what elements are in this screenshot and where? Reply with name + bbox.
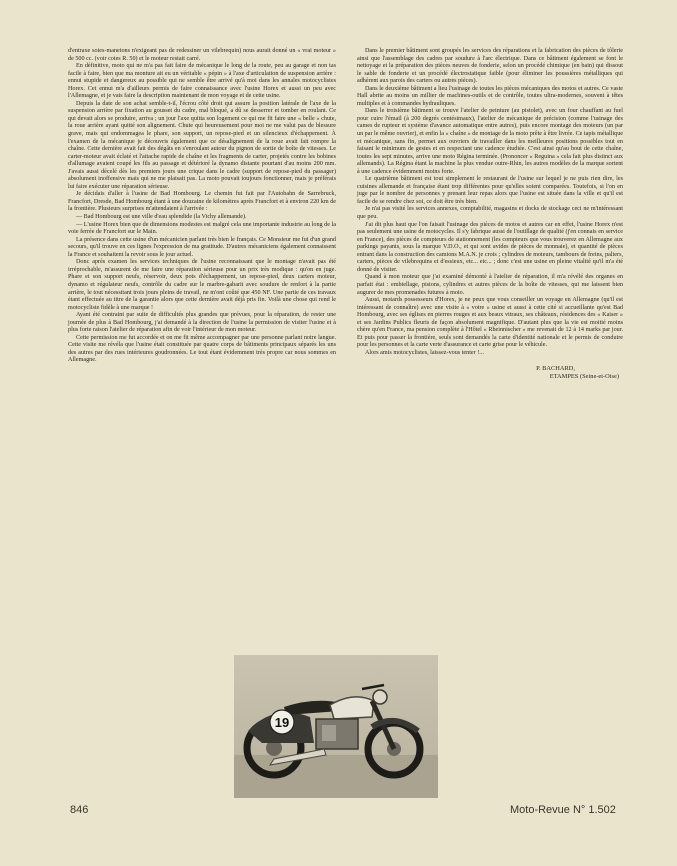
- author-place: ETAMPES (Seine-et-Oise): [549, 373, 619, 381]
- paragraph: Je décidais d'aller à l'usine de Bad Hombourg. Le chemin fut fait par l'Autobahn de Sarrebruck, Francfort, Dresde, Bad Hombourg étant à une douzaine de kilomètres après Francfort et à environ 220 km de la frontière. Plusieurs surprises m'attendaient à l'arrivée :: [68, 191, 336, 213]
- motorcycle-photo: [234, 655, 438, 798]
- motorcycle-illustration: [234, 655, 438, 798]
- paragraph: Donc après examen les services techniques de l'usine reconnaissant que le montage n'avait pas été irréprochable, m'assurent de me faire une réparation sérieuse pour un prix très modique : qu'on en juge. Phare et son support neufs, réservoir, deux pots d'échappement, un repose-pied, deux carters moteur, dynamo et régulateur neufs, contrôle du cadre sur le marbre-gabarit avec soudure de renfort à la partie arrière, le tout nécessitant trois jours pleins de travail, ne m'ont coûté que 450 NF. Une partie de ces travaux étant effectuée au titre de la garantie alors que cette dernière avait déjà pris fin. Voilà une chose qui rend le motocycliste fidèle à une marque !: [68, 259, 336, 311]
- paragraph: Le quatrième bâtiment est tout simplement le restaurant de l'usine sur lequel je ne puis rien dire, les cuisines allemande et française étant trop différentes pour qu'elles soient comparées. Toutefois, si l'on en juge par le nombre de personnes y prenant leur repas alors que l'usine est située dans la ville et qu'il est facile de se rendre chez soi, ce doit être très bien.: [357, 176, 623, 205]
- race-number: 19: [274, 715, 290, 730]
- paragraph: Aussi, motards possesseurs d'Horex, je ne peux que vous conseiller un voyage en Allemagne (qu'il est intéressant de connaître) avec une visite à « votre » usine et aussi à cette cité si accueillante qu'est Bad Hombourg, avec ses églises en pierres rouges et aux beaux vitraux, ses châteaux, résidences des « Kaiser » et ses Jardins Publics fleuris de façon absolument magnifique. D'autant plus que la vie est moitié moins chère qu'en France, ma pension complète à l'Hôtel « Rheinnischer » me revenait de 12 à 14 marks par jour. Et puis pour passer la frontière, seuls sont demandés la carte d'identité nationale et le permis de conduire pour les personnes et la carte verte d'assurance et carte grise pour le véhicule.: [357, 297, 623, 349]
- author-name: P. BACHARD,: [536, 365, 575, 373]
- paragraph: La présence dans cette usine d'un mécanicien parlant très bien le français. Ce Monsieur me fut d'un grand secours, qu'il trouve en ces lignes l'expression de ma gratitude. D'autres mécaniciens également connaissent la France et souhaitent la revoir sous le jour actuel.: [68, 236, 336, 258]
- paragraph: d'entraxe soies-manetons n'exigeant pas de redessiner un vilebrequin) nous aurait donné un « vrai moteur » de 500 cc. (voir cotes R. 50) et le moteur restait carré.: [68, 48, 336, 62]
- paragraph: Dans le deuxième bâtiment a lieu l'usinage de toutes les pièces mécaniques des motos et autres. Ce vaste Hall abrite au moins un millier de machines-outils et de contrôle, toutes ultra-modernes, souvent à têtes multiples et à commandes hydrauliques.: [357, 85, 623, 107]
- paragraph: Je n'ai pas visité les services annexes, comptabilité, magasins et docks de stockage ceci ne m'intéressant que peu.: [357, 206, 623, 221]
- paragraph: — Bad Hombourg est une ville d'eau splendide (la Vichy allemande).: [76, 214, 247, 221]
- author-signature: [357, 365, 623, 381]
- left-column: [68, 48, 336, 365]
- paragraph: Quand à mon moteur que j'ai examiné démonté à l'atelier de réparation, il m'a révélé des organes en parfait état : embiellage, pistons, cylindres et autres pièces de la boîte de vitesses, qui me laissent bien augurer de mes promenades futures à moto.: [357, 274, 623, 296]
- paragraph: Depuis la date de son achat semble-t-il, l'écrou côté droit qui assure la position latérale de l'axe de la suspension arrière par fixation au gousset du cadre, mal bloqué, a dû se desserrer et tomber en roulant. Ce qui devait alors se produire, arriva ; un jour l'axe quitta son logement ce qui me fit faire une « belle » chute, la roue arrière ayant quitté son alignement. Chute qui heureusement pour moi ne me valut pas de blessure grave, mais qui endommagea le phare, son support, un repose-pied et un silencieux d'échappement. À l'examen de la mécanique je découvris également que ce désalignement de la roue avait fait rompre la chaîne. Cette dernière avait fait des dégâts en s'enroulant autour du pignon de sortie de boîte de vitesses. Le carter-moteur avait éclaté et l'attache rapide de chaîne et les fragments de carter, projetés contre les bobines d'allumage avaient coupé les fils au passage et détérioré la dynamo distante pourtant d'au moins 200 mm. J'avais aussi décelé dès les premiers jours une crique dans le cadre (support de repose-pied du passager) absolument inoffensive mais qui ne me plaisait pas. La moto pouvait toujours fonctionner, mais je préférais lui faire exécuter une réparation sérieuse.: [68, 100, 336, 190]
- right-column: [357, 48, 623, 381]
- paragraph: Dans le premier bâtiment sont groupés les services des réparations et la fabrication des pièces de tôlerie ainsi que l'assemblage des cadres par soudure à l'arc électrique. Dans ce bâtiment également se font le nettoyage et la préparation des pièces neuves de fonderie, selon un procédé chimique (en bain) qui dissout le sable de fonderie et un procédé électrostatique faible (pour éliminer les poussières métalliques qui adhèrent aux parois des carters ou autres pièces).: [357, 48, 623, 85]
- paragraph: Dans le troisième bâtiment se trouve l'atelier de peinture (au pistolet), avec un four chauffant au fuel pour cuire l'émail (à 200 degrés centésimaux), l'atelier de mécanique de précision (comme l'usinage des cames de rupteur et système d'avance automatique entre autres), puis encore montage des moteurs (un par un par le même ouvrier), et enfin la « chaîne » de montage de la moto prête à être livrée. Ce tapis métallique et mécanique, sans fin, permet aux ouvriers de travailler dans les meilleures positions possibles tout en faisant le minimum de gestes et en respectant une cadence étudiée. C'est ainsi qu'au bout de cette chaîne, toutes les sept minutes, arrive une moto Régina terminée. (Prononcer « Reguina » cela fait plus distinct aux allemands). La Régina étant la machine la plus vendue outre-Rhin, les autres modèles de la marque sortent à une cadence évidemment moins forte.: [357, 108, 623, 175]
- paragraph: J'ai dit plus haut que l'on faisait l'usinage des pièces de motos et autres car en effet, l'usine Horex n'est pas seulement une usine de motocycles. Il s'y fabrique aussi de l'outillage de qualité (j'en connais en service en France), des pièces de compteurs de stationnement (les compteurs que vous trouverez en Allemagne aux parkings payants, sous la marque V.D.O., et qui sont avides de pièces de monnaie), et quantité de pièces entrant dans la construction des camions M.A.N. je crois ; cylindres de moteurs, tambours de freins, paliers, carters, pièces de vilebrequins et d'essieux, etc... etc... ; donc c'est une usine en pleine vitalité qu'il m'a été donné de visiter.: [357, 221, 623, 273]
- paragraph: Alors amis motocyclistes, laissez-vous tenter !...: [365, 349, 484, 356]
- paragraph: — L'usine Horex bien que de dimensions modestes est malgré cela une importante industrie au long de la voie ferrée de Francfort sur le Main.: [68, 221, 336, 236]
- magazine-issue: Moto-Revue N° 1.502: [510, 804, 616, 816]
- paragraph: Cette permission me fut accordée et on me fit même accompagner par une personne parlant notre langue. Cette visite me révéla que l'usine était constituée par quatre corps de bâtiments principaux séparés les uns des autres par des rues intérieures goudronnées. Le tout étant évidemment très propre car nous sommes en Allemagne.: [68, 334, 336, 364]
- paragraph: Ayant été contraint par suite de difficultés plus grandes que prévues, pour la réparation, de rester une journée de plus à Bad Hombourg, j'ai demandé à la direction de l'usine la permission de visiter l'usine et à plus forte raison l'atelier de réparation afin de voir l'intérieur de mon moteur.: [68, 312, 336, 334]
- page-number: 846: [70, 804, 89, 816]
- paragraph: En définitive, moto qui ne m'a pas fait faire de mécanique le long de la route, peu au garage et non tas facile à faire, bien que ma monture ait eu un véritable « pépin » à l'axe d'articulation de suspension arrière : ennui stupide et dangereux au possible qui ne semble être arrivé qu'à moi dans les annales motocyclistes Horex. Cet ennui m'a d'ailleurs permis de faire connaissance avec l'usine Horex et aussi un peu avec l'Allemagne, et je vais faire la description maintenant de mon voyage et de cette usine.: [68, 63, 336, 100]
